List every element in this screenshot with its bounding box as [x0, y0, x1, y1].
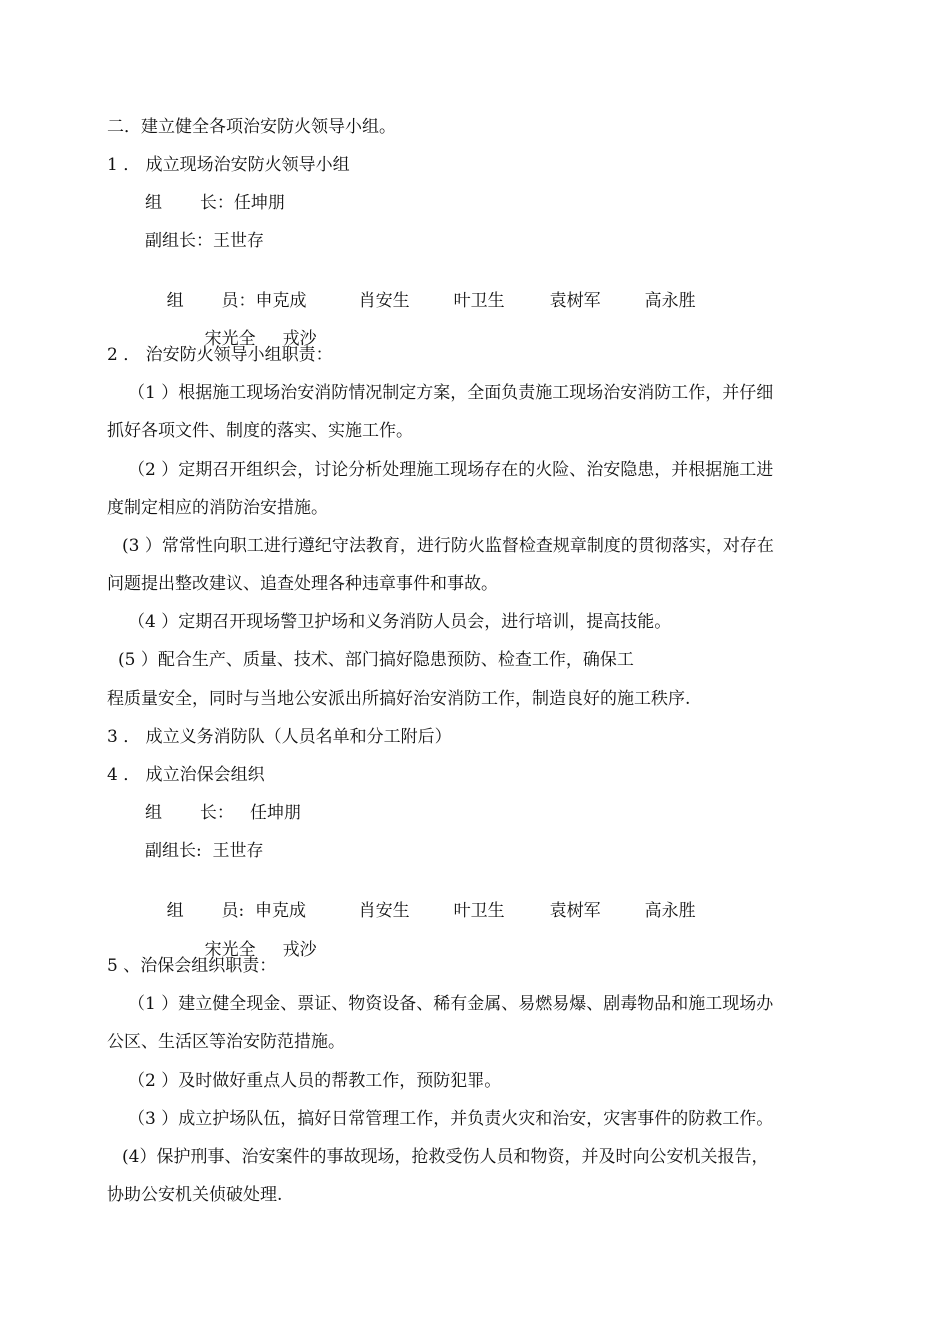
- paragraph-line: (4）保护刑事、治安案件的事故现场，抢救受伤人员和物资，并及时向公安机关报告，: [122, 1147, 769, 1167]
- paragraph-line: （3 ）成立护场队伍，搞好日常管理工作，并负责火灾和治安，灾害事件的防救工作。: [128, 1109, 774, 1129]
- item-heading: 2 ． 治安防火领导小组职责：: [107, 345, 333, 365]
- member-name: 宋光全: [204, 940, 256, 960]
- paragraph-line: 度制定相应的消防治安措施。: [107, 498, 328, 518]
- member-name: 组 员：申克成: [166, 291, 307, 311]
- member-name: 高永胜: [644, 901, 696, 921]
- member-name: 宋光全: [204, 329, 256, 349]
- member-name: 戎沙: [282, 940, 317, 960]
- paragraph-line: （2 ）及时做好重点人员的帮教工作，预防犯罪。: [128, 1071, 502, 1091]
- member-name: 肖安生: [358, 291, 410, 311]
- item-heading: 1 ． 成立现场治安防火领导小组: [107, 155, 350, 175]
- member-name: 袁树军: [549, 291, 601, 311]
- paragraph-line: 协助公安机关侦破处理.: [107, 1185, 283, 1205]
- member-name: 组 员: 申克成: [166, 901, 306, 921]
- paragraph-line: 程质量安全，同时与当地公安派出所搞好治安消防工作，制造良好的施工秩序.: [107, 689, 691, 709]
- member-line: 组 长： 任坤朋: [145, 803, 302, 823]
- paragraph-line: （1 ）建立健全现金、票证、物资设备、稀有金属、易燃易爆、剧毒物品和施工现场办: [128, 994, 774, 1014]
- member-name: 袁树军: [549, 901, 601, 921]
- member-name: 叶卫生: [453, 291, 505, 311]
- member-line: 副组长：王世存: [145, 231, 264, 251]
- paragraph-line: （2 ）定期召开组织会，讨论分析处理施工现场存在的火险、治安隐患，并根据施工进: [128, 460, 774, 480]
- member-name: 叶卫生: [453, 901, 505, 921]
- paragraph-line: 抓好各项文件、制度的落实、实施工作。: [107, 421, 413, 441]
- item-heading: 3 ． 成立义务消防队（人员名单和分工附后）: [107, 727, 452, 747]
- member-name: 肖安生: [358, 901, 410, 921]
- paragraph-line: （4 ）定期召开现场警卫护场和义务消防人员会，进行培训，提高技能。: [128, 612, 672, 632]
- paragraph-line: (3 ）常常性向职工进行遵纪守法教育，进行防火监督检查规章制度的贯彻落实，对存在: [122, 536, 774, 556]
- section-heading: 二．建立健全各项治安防火领导小组。: [107, 117, 396, 137]
- member-line: 组 长：任坤朋: [145, 193, 285, 213]
- paragraph-line: 问题提出整改建议、追查处理各种违章事件和事故。: [107, 574, 498, 594]
- paragraph-line: 公区、生活区等治安防范措施。: [107, 1032, 345, 1052]
- paragraph-line: （1 ）根据施工现场治安消防情况制定方案，全面负责施工现场治安消防工作，并仔细: [128, 383, 774, 403]
- paragraph-line: (5 ）配合生产、质量、技术、部门搞好隐患预防、检查工作，确保工: [118, 650, 634, 670]
- member-name: 戎沙: [282, 329, 317, 349]
- member-name: 高永胜: [644, 291, 696, 311]
- item-heading: 5 、治保会组织职责：: [107, 956, 277, 976]
- item-heading: 4 ． 成立治保会组织: [107, 765, 265, 785]
- member-line: 副组长: 王世存: [145, 841, 264, 861]
